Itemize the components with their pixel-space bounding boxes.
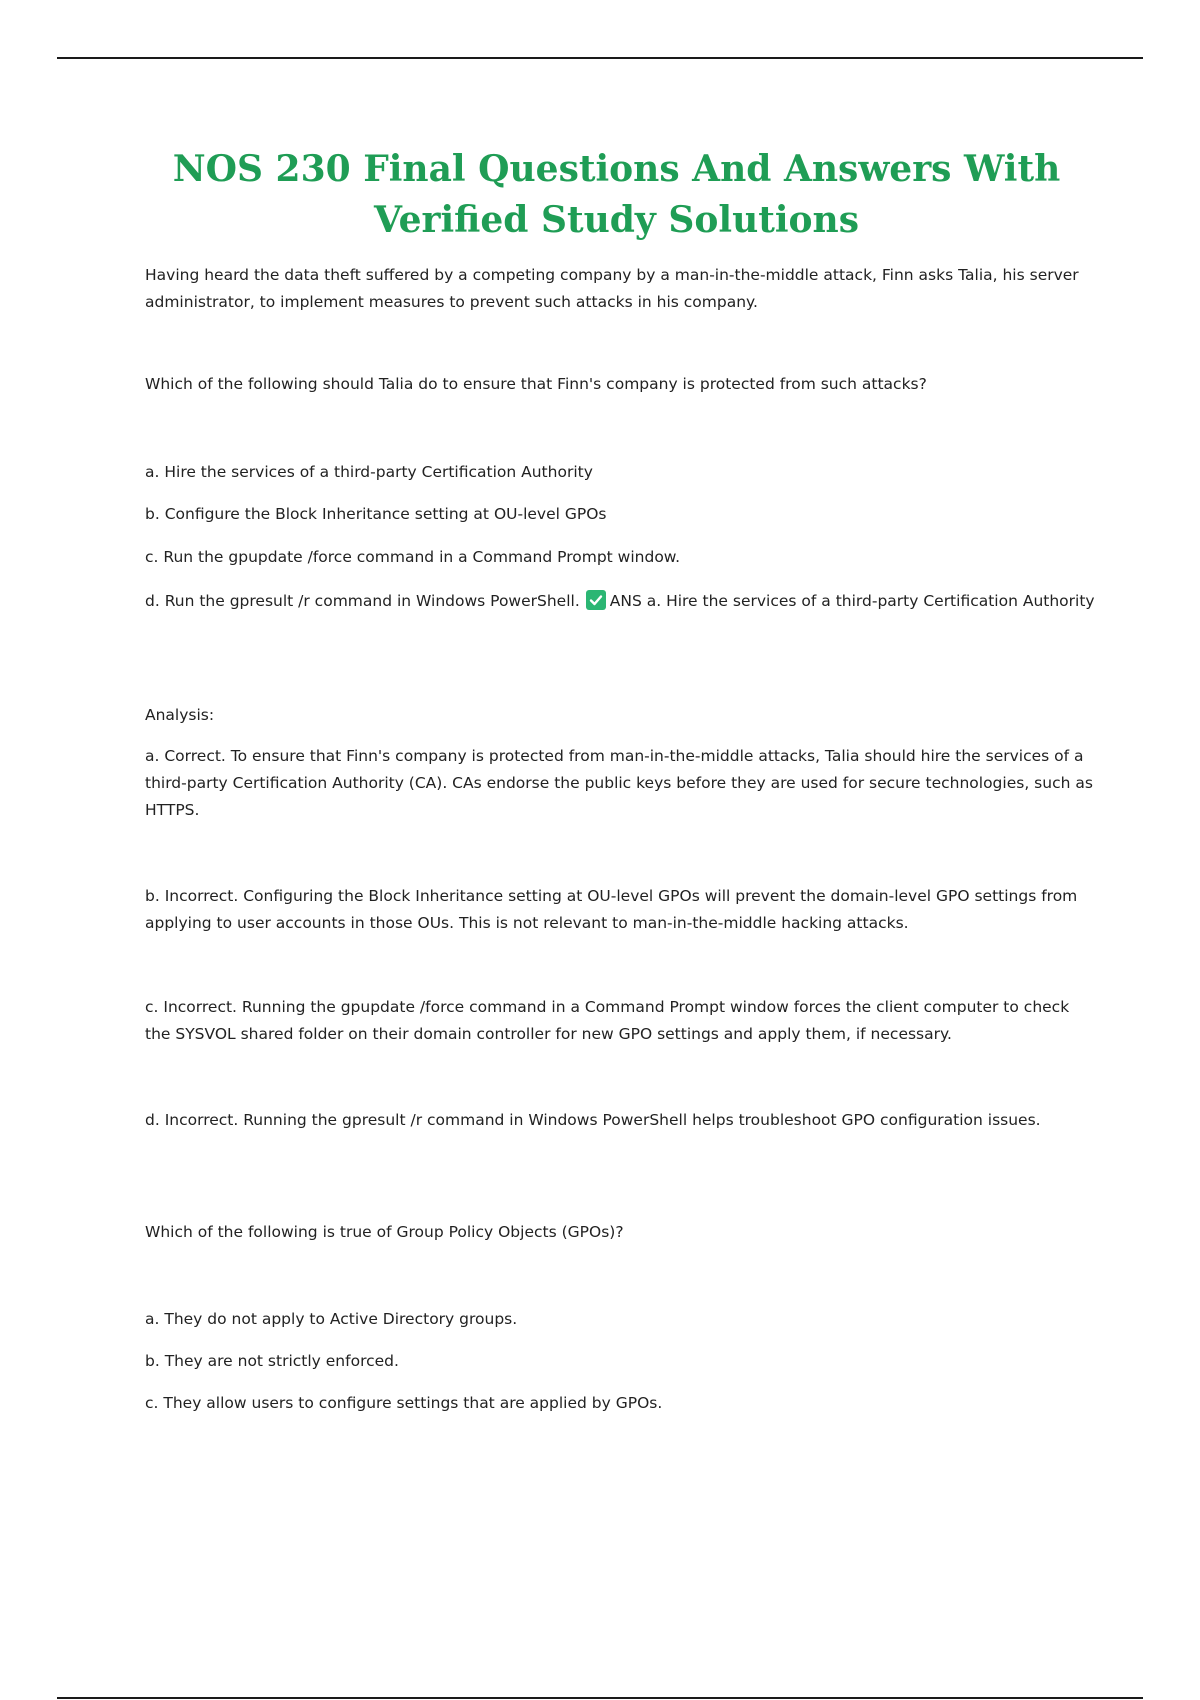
q1-stem: Having heard the data theft suffered by a competing company by a man-in-the-middle attack, Finn asks Talia, his server administrator, to implement measures to prevent such attacks in his company. bbox=[145, 266, 1084, 311]
q2-question: Which of the following is true of Group Policy Objects (GPOs)? bbox=[145, 1223, 624, 1241]
analysis-label: Analysis: bbox=[145, 706, 215, 724]
q1-answer: ANS a. Hire the services of a third-party Certification Authority bbox=[609, 592, 1095, 610]
analysis-c: c. Incorrect. Running the gpupdate /force command in a Command Prompt window forces the client computer to check the SYSVOL shared folder on their domain controller for new GPO settings and apply them, if necessary. bbox=[145, 998, 1075, 1043]
q2-option-c: c. They allow users to configure settings that are applied by GPOs. bbox=[145, 1394, 663, 1412]
document-title: NOS 230 Final Questions And Answers With Verified Study Solutions bbox=[172, 148, 1061, 241]
q2-option-b: b. They are not strictly enforced. bbox=[145, 1352, 399, 1370]
q1-option-b: b. Configure the Block Inheritance setting at OU-level GPOs bbox=[145, 505, 607, 523]
q1-question: Which of the following should Talia do to ensure that Finn's company is protected from such attacks? bbox=[145, 375, 927, 393]
q1-option-d-with-answer bbox=[145, 588, 1095, 615]
top-rule bbox=[57, 57, 1143, 59]
q1-option-a: a. Hire the services of a third-party Certification Authority bbox=[145, 463, 593, 481]
q1-option-d: d. Run the gpresult /r command in Windows PowerShell. bbox=[145, 592, 580, 610]
q2-option-a: a. They do not apply to Active Directory groups. bbox=[145, 1310, 518, 1328]
analysis-d: d. Incorrect. Running the gpresult /r command in Windows PowerShell helps troubleshoot GPO configuration issues. bbox=[145, 1111, 1041, 1129]
bottom-rule bbox=[57, 1697, 1143, 1699]
check-icon bbox=[586, 590, 606, 610]
q1-option-c: c. Run the gpupdate /force command in a Command Prompt window. bbox=[145, 548, 680, 566]
analysis-b: b. Incorrect. Configuring the Block Inheritance setting at OU-level GPOs will prevent the domain-level GPO settings from applying to user accounts in those OUs. This is not relevant to man-in-the-middle hacking attacks. bbox=[145, 887, 1083, 932]
analysis-a: a. Correct. To ensure that Finn's company is protected from man-in-the-middle attacks, Talia should hire the services of a third-party Certification Authority (CA). CAs endorse the public keys before they are used for secure technologies, such as HTTPS. bbox=[145, 747, 1098, 819]
